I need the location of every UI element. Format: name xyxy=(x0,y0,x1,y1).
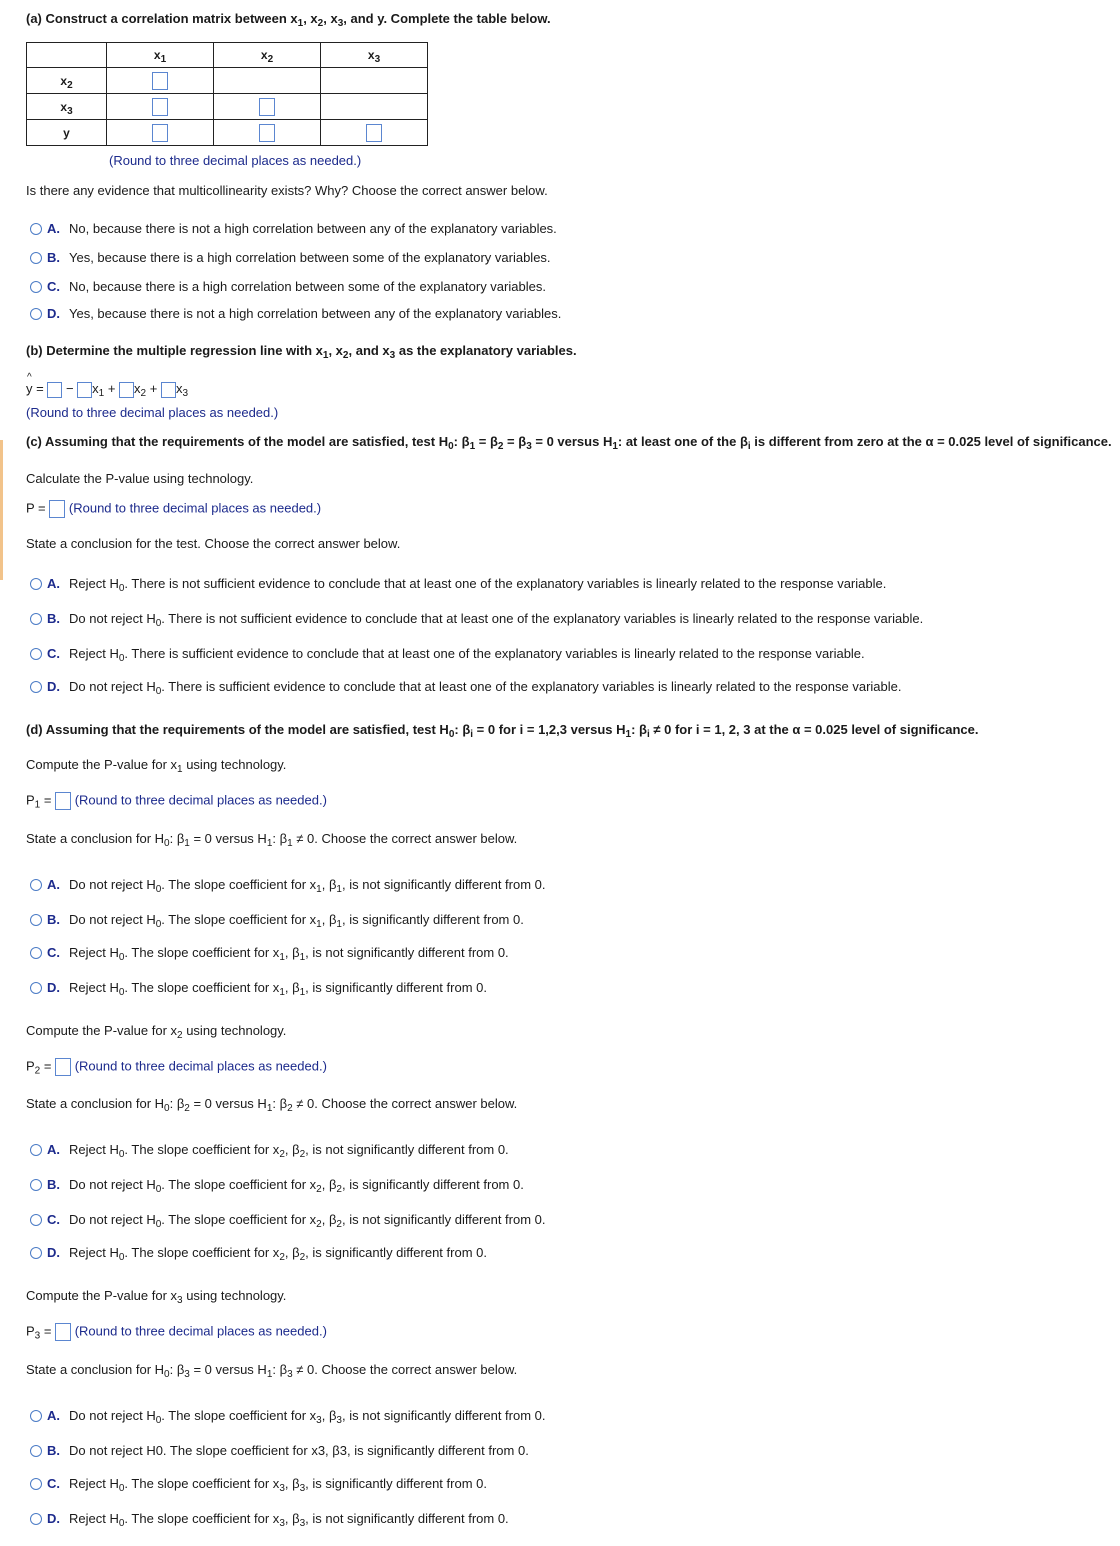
radio-icon[interactable] xyxy=(30,1214,42,1226)
option-a-1[interactable]: A. No, because there is not a high correlation between any of the explanatory variables. xyxy=(30,221,557,236)
radio-icon[interactable] xyxy=(30,681,42,693)
cell-x3-x3 xyxy=(321,94,428,120)
input-r-y-x1[interactable] xyxy=(152,124,168,142)
col-header-x2: $x_2$ xyxy=(214,43,321,68)
regression-rounding-note: (Round to three decimal places as needed.) xyxy=(26,405,279,420)
input-b0[interactable] xyxy=(47,382,62,398)
regression-equation: y ^ = − $x_1 + x_2 + x_3$ xyxy=(26,372,188,399)
radio-icon[interactable] xyxy=(30,1247,42,1259)
conclusion-q-b3: State a conclusion for $H_0$: $\beta_3 = 0$ versus $H_1$: $\beta_3 \ne 0$. Choose the correct answer below. xyxy=(26,1362,518,1380)
radio-icon[interactable] xyxy=(30,1179,42,1191)
p3-row: $P_3$ = (Round to three decimal places as needed.) xyxy=(26,1323,327,1342)
table-corner xyxy=(27,43,107,68)
part-a-prompt: (a) Construct a correlation matrix between $x_1$, $x_2$, $x_3$, and y. Complete the table below. xyxy=(26,11,551,29)
input-b2[interactable] xyxy=(119,382,134,398)
row-header-x2: $x_2$ xyxy=(27,68,107,94)
radio-icon[interactable] xyxy=(30,613,42,625)
correlation-matrix-table xyxy=(26,42,428,146)
option-d1-2[interactable]: B. Do not reject $H_0$. The slope coefficient for $x_1$, $\beta_1$, is significantly different from 0. xyxy=(30,912,524,927)
input-p-value[interactable] xyxy=(49,500,65,518)
option-a-4[interactable]: D. Yes, because there is not a high correlation between any of the explanatory variables. xyxy=(30,306,561,321)
option-a-2[interactable]: B. Yes, because there is a high correlation between some of the explanatory variables. xyxy=(30,250,551,265)
cell-y-x1 xyxy=(107,120,214,146)
option-d3-3[interactable]: C. Reject $H_0$. The slope coefficient for $x_3$, $\beta_3$, is significantly different from 0. xyxy=(30,1476,487,1491)
radio-icon[interactable] xyxy=(30,1410,42,1422)
input-r-y-x2[interactable] xyxy=(259,124,275,142)
option-d2-3[interactable]: C. Do not reject $H_0$. The slope coefficient for $x_2$, $\beta_2$, is not significantly different from 0. xyxy=(30,1212,546,1227)
radio-icon[interactable] xyxy=(30,1445,42,1457)
option-d1-4[interactable]: D. Reject $H_0$. The slope coefficient for $x_1$, $\beta_1$, is significantly different from 0. xyxy=(30,980,487,995)
radio-icon[interactable] xyxy=(30,1513,42,1525)
row-header-y: y xyxy=(27,120,107,146)
part-b-prompt: (b) Determine the multiple regression line with $x_1$, $x_2$, and $x_3$ as the explanatory variables. xyxy=(26,343,577,361)
conclusion-q-b1: State a conclusion for $H_0$: $\beta_1 = 0$ versus $H_1$: $\beta_1 \ne 0$. Choose the correct answer below. xyxy=(26,831,518,849)
cell-x2-x3 xyxy=(321,68,428,94)
cell-x2-x2 xyxy=(214,68,321,94)
option-d3-1[interactable]: A. Do not reject $H_0$. The slope coefficient for $x_3$, $\beta_3$, is not significantly different from 0. xyxy=(30,1408,546,1423)
radio-icon[interactable] xyxy=(30,281,42,293)
input-b3[interactable] xyxy=(161,382,176,398)
col-header-x1: $x_1$ xyxy=(107,43,214,68)
cell-x2-x1 xyxy=(107,68,214,94)
option-d3-4[interactable]: D. Reject $H_0$. The slope coefficient for $x_3$, $\beta_3$, is not significantly different from 0. xyxy=(30,1511,509,1526)
input-r-x3-x1[interactable] xyxy=(152,98,168,116)
part-c-conclusion-question: State a conclusion for the test. Choose the correct answer below. xyxy=(26,536,401,551)
cell-y-x2 xyxy=(214,120,321,146)
radio-icon[interactable] xyxy=(30,578,42,590)
radio-icon[interactable] xyxy=(30,1144,42,1156)
left-accent-bar xyxy=(0,440,3,580)
cell-x3-x1 xyxy=(107,94,214,120)
input-r-y-x3[interactable] xyxy=(366,124,382,142)
radio-icon[interactable] xyxy=(30,1478,42,1490)
input-p1[interactable] xyxy=(55,792,71,810)
input-r-x3-x2[interactable] xyxy=(259,98,275,116)
col-header-x3: $x_3$ xyxy=(321,43,428,68)
option-c-1[interactable]: A. Reject $H_0$. There is not sufficient evidence to conclude that at least one of the explanatory variables is linearly related to the response variable. xyxy=(30,576,886,591)
compute-p3: Compute the P-value for $x_3$ using technology. xyxy=(26,1288,287,1306)
radio-icon[interactable] xyxy=(30,648,42,660)
input-r-x2-x1[interactable] xyxy=(152,72,168,90)
cell-y-x3 xyxy=(321,120,428,146)
radio-icon[interactable] xyxy=(30,308,42,320)
table-rounding-note: (Round to three decimal places as needed.) xyxy=(109,153,362,168)
multicollinearity-question: Is there any evidence that multicollinearity exists? Why? Choose the correct answer below. xyxy=(26,183,548,198)
option-d2-1[interactable]: A. Reject $H_0$. The slope coefficient for $x_2$, $\beta_2$, is not significantly different from 0. xyxy=(30,1142,509,1157)
part-c-prompt: (c) Assuming that the requirements of the model are satisfied, test $H_0$: $\beta_1 = \beta_2 = \beta_3 = 0$ versus $H_1$: at least one of the $\beta_i$ is different from zero at the α = 0.025 level of significance. xyxy=(26,434,1112,452)
p1-row: $P_1$ = (Round to three decimal places as needed.) xyxy=(26,792,327,811)
compute-p2: Compute the P-value for $x_2$ using technology. xyxy=(26,1023,287,1041)
radio-icon[interactable] xyxy=(30,879,42,891)
radio-icon[interactable] xyxy=(30,252,42,264)
option-a-3[interactable]: C. No, because there is a high correlation between some of the explanatory variables. xyxy=(30,279,546,294)
option-d1-3[interactable]: C. Reject $H_0$. The slope coefficient for $x_1$, $\beta_1$, is not significantly different from 0. xyxy=(30,945,509,960)
radio-icon[interactable] xyxy=(30,914,42,926)
p-value-row: P = (Round to three decimal places as needed.) xyxy=(26,500,321,518)
option-c-2[interactable]: B. Do not reject $H_0$. There is not sufficient evidence to conclude that at least one of the explanatory variables is linearly related to the response variable. xyxy=(30,611,923,626)
part-d-prompt: (d) Assuming that the requirements of the model are satisfied, test $H_0$: $\beta_i = 0$ for i = 1,2,3 versus $H_1$: $\beta_i \ne 0$ for i = 1, 2, 3 at the α = 0.025 level of significance. xyxy=(26,722,979,740)
option-d1-1[interactable]: A. Do not reject $H_0$. The slope coefficient for $x_1$, $\beta_1$, is not significantly different from 0. xyxy=(30,877,546,892)
cell-x3-x2 xyxy=(214,94,321,120)
p2-row: $P_2$ = (Round to three decimal places as needed.) xyxy=(26,1058,327,1077)
part-c-calc: Calculate the P-value using technology. xyxy=(26,471,254,486)
radio-icon[interactable] xyxy=(30,982,42,994)
input-p3[interactable] xyxy=(55,1323,71,1341)
conclusion-q-b2: State a conclusion for $H_0$: $\beta_2 = 0$ versus $H_1$: $\beta_2 \ne 0$. Choose the correct answer below. xyxy=(26,1096,518,1114)
option-d3-2[interactable]: B. Do not reject H0. The slope coefficient for x3, β3, is significantly different from 0. xyxy=(30,1443,529,1458)
option-d2-4[interactable]: D. Reject $H_0$. The slope coefficient for $x_2$, $\beta_2$, is significantly different from 0. xyxy=(30,1245,487,1260)
option-c-3[interactable]: C. Reject $H_0$. There is sufficient evidence to conclude that at least one of the explanatory variables is linearly related to the response variable. xyxy=(30,646,865,661)
compute-p1: Compute the P-value for $x_1$ using technology. xyxy=(26,757,287,775)
radio-icon[interactable] xyxy=(30,947,42,959)
input-b1[interactable] xyxy=(77,382,92,398)
option-c-4[interactable]: D. Do not reject $H_0$. There is sufficient evidence to conclude that at least one of the explanatory variables is linearly related to the response variable. xyxy=(30,679,902,694)
radio-icon[interactable] xyxy=(30,223,42,235)
row-header-x3: $x_3$ xyxy=(27,94,107,120)
input-p2[interactable] xyxy=(55,1058,71,1076)
option-d2-2[interactable]: B. Do not reject $H_0$. The slope coefficient for $x_2$, $\beta_2$, is significantly different from 0. xyxy=(30,1177,524,1192)
